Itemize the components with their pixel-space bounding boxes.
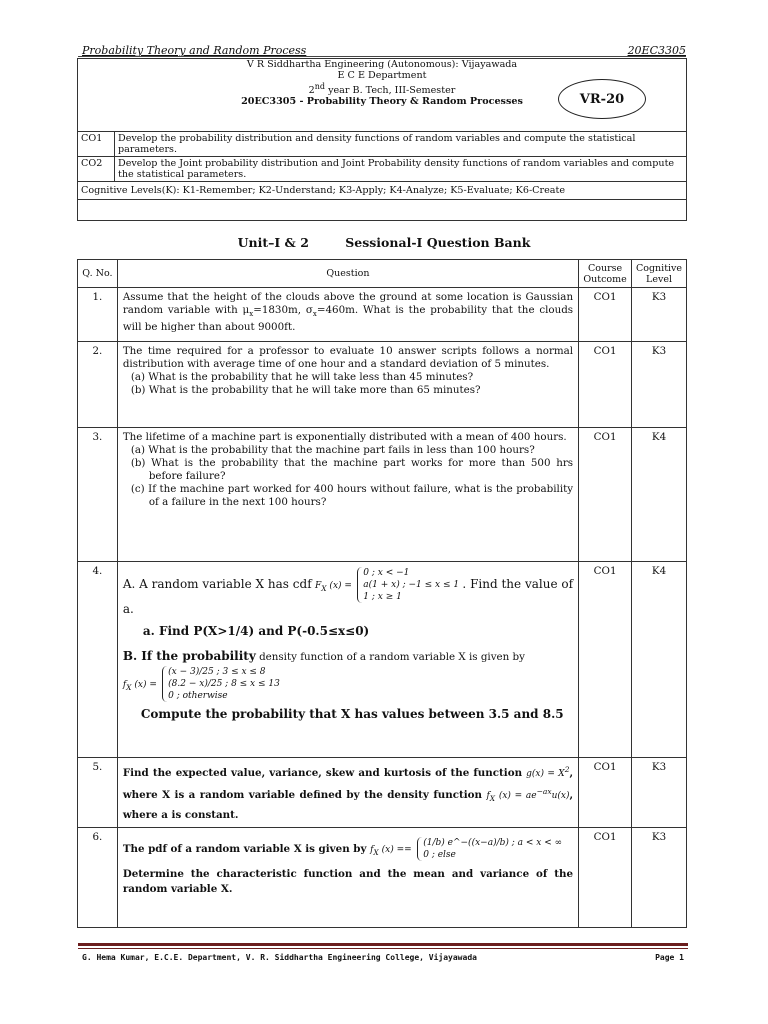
question-number: 3. xyxy=(78,428,118,562)
footer-author: G. Hema Kumar, E.C.E. Department, V. R. Siddhartha Engineering College, Vijayawada xyxy=(82,953,477,962)
question-text: Assume that the height of the clouds above the ground at some location is Gaussian random variable with $\mu_x=1830m$, $\sigma_x=460m$. What is the probability that the clouds will be higher than about 9000ft. xyxy=(117,288,578,342)
question-task: Determine the characteristic function and the mean and variance of the random variable X. xyxy=(122,867,574,895)
outcome-id: CO1 xyxy=(78,132,115,157)
cognitive-level: K4 xyxy=(632,428,687,562)
part-a: A. A random variable X has cdf $F_X$ (x) = 0 ; x < −1 a(1 + x) ; −1 ≤ x ≤ 1 1 ; x ≥ 1 . Find the value of a. xyxy=(122,568,574,616)
course-outcome: CO1 xyxy=(579,562,632,758)
question-bank-label: Sessional-I Question Bank xyxy=(345,235,531,250)
institution-name: V R Siddhartha Engineering (Autonomous): Vijayawada xyxy=(246,59,518,70)
outcome-id: CO2 xyxy=(78,157,115,182)
footer-rule-thick xyxy=(78,943,688,946)
question-number: 5. xyxy=(78,758,118,828)
course-outcome: CO1 xyxy=(579,758,632,828)
table-row xyxy=(78,758,687,828)
question-text xyxy=(117,342,578,428)
course-outcome: CO1 xyxy=(579,827,632,927)
cognitive-level: K3 xyxy=(632,827,687,927)
question-text xyxy=(117,428,578,562)
question-text xyxy=(117,827,578,927)
pdf-definition: $f_X$ (x) = (x − 3)/25 ; 3 ≤ x ≤ 8 (8.2 − x)/25 ; 8 ≤ x ≤ 13 0 ; otherwise xyxy=(122,667,280,701)
regulation-badge: VR-20 xyxy=(558,79,646,119)
question-text: Find the expected value, variance, skew and kurtosis of the function $g(x) = X^2$, where X is a random variable defined by the density function $f_X$ $(x) = ae^{-ax}u(x)$, where a is constant. xyxy=(117,758,578,828)
course-title: 20EC3305 - Probability Theory & Random Processes xyxy=(241,96,523,108)
header-course-title: Probability Theory and Random Process xyxy=(82,44,307,57)
question-text xyxy=(117,562,578,758)
table-row xyxy=(78,342,687,428)
table-row xyxy=(78,428,687,562)
header-question: Question xyxy=(117,260,578,288)
cognitive-level: K4 xyxy=(632,562,687,758)
sub-question: (a) What is the probability that he will take less than 45 minutes? xyxy=(130,371,474,383)
header-qno: Q. No. xyxy=(78,260,118,288)
course-outcome: CO1 xyxy=(579,428,632,562)
part-a-find: a. Find P(X>1/4) and P(-0.5≤x≤0) xyxy=(142,624,370,638)
header-course-outcome: Course Outcome xyxy=(579,260,632,288)
cdf-function: $F_X$ (x) = xyxy=(314,581,352,593)
question-bank-table xyxy=(77,259,687,928)
question-number: 1. xyxy=(78,288,118,342)
sub-question: (b) What is the probability that he will take more than 65 minutes? xyxy=(130,384,481,396)
header-cognitive-level: Cognitive Level xyxy=(632,260,687,288)
question-number: 4. xyxy=(78,562,118,758)
cognitive-level: K3 xyxy=(632,758,687,828)
pdf-statement: The pdf of a random variable X is given by $f_X$ (x) == (1/b) e^−((x−a)/b) ; a < x < ∞ 0 ; else xyxy=(122,837,563,860)
header-course-code: 20EC3305 xyxy=(627,44,686,57)
question-stem: The lifetime of a machine part is exponentially distributed with a mean of 400 hours. xyxy=(122,431,567,443)
unit-label: Unit–I & 2 xyxy=(237,235,309,250)
part-b: B. If the probability density function of a random variable X is given by xyxy=(122,649,525,663)
header-rule xyxy=(78,56,686,57)
course-outcome: CO1 xyxy=(579,342,632,428)
pdf-cases: (x − 3)/25 ; 3 ≤ x ≤ 8 (8.2 − x)/25 ; 8 ≤ x ≤ 13 0 ; otherwise xyxy=(162,666,280,702)
outcome-row xyxy=(78,132,687,157)
cdf-cases: 0 ; x < −1 a(1 + x) ; −1 ≤ x ≤ 1 1 ; x ≥ 1 xyxy=(357,567,459,603)
table-row xyxy=(78,827,687,927)
sub-question: (b) What is the probability that the machine part works for more than 500 hrs before failure? xyxy=(130,457,574,482)
course-outcome: CO1 xyxy=(579,288,632,342)
outcome-row xyxy=(78,157,687,182)
pdf-cases: (1/b) e^−((x−a)/b) ; a < x < ∞ 0 ; else xyxy=(417,837,562,861)
outcome-text: Develop the Joint probability distribution and Joint Probability density functions of random variables and compute the statistical parameters. xyxy=(115,157,687,182)
page-number: Page 1 xyxy=(655,953,684,962)
question-number: 6. xyxy=(78,827,118,927)
footer-rule-thin xyxy=(78,948,688,949)
table-row xyxy=(78,288,687,342)
question-number: 2. xyxy=(78,342,118,428)
cognitive-levels: Cognitive Levels(K): K1-Remember; K2-Understand; K3-Apply; K4-Analyze; K5-Evaluate; K6-Create xyxy=(78,182,687,200)
year-semester: 2nd year B. Tech, III-Semester xyxy=(308,82,456,97)
blank-row xyxy=(78,200,687,221)
course-info-table xyxy=(77,58,687,221)
cognitive-level: K3 xyxy=(632,288,687,342)
table-row xyxy=(78,562,687,758)
department-name: E C E Department xyxy=(337,70,427,81)
cognitive-level: K3 xyxy=(632,342,687,428)
sub-question: (c) If the machine part worked for 400 hours without failure, what is the probability of a failure in the next 100 hours? xyxy=(130,483,574,508)
sub-question: (a) What is the probability that the machine part fails in less than 100 hours? xyxy=(130,444,535,456)
outcome-text: Develop the probability distribution and density functions of random variables and compute the statistical parameters. xyxy=(115,132,687,157)
unit-heading xyxy=(0,235,768,250)
institution-block xyxy=(78,59,687,132)
question-stem: The time required for a professor to evaluate 10 answer scripts follows a normal distribution with average time of one hour and a standard deviation of 5 minutes. xyxy=(122,345,574,370)
part-b-compute: Compute the probability that X has values between 3.5 and 8.5 xyxy=(140,707,564,721)
